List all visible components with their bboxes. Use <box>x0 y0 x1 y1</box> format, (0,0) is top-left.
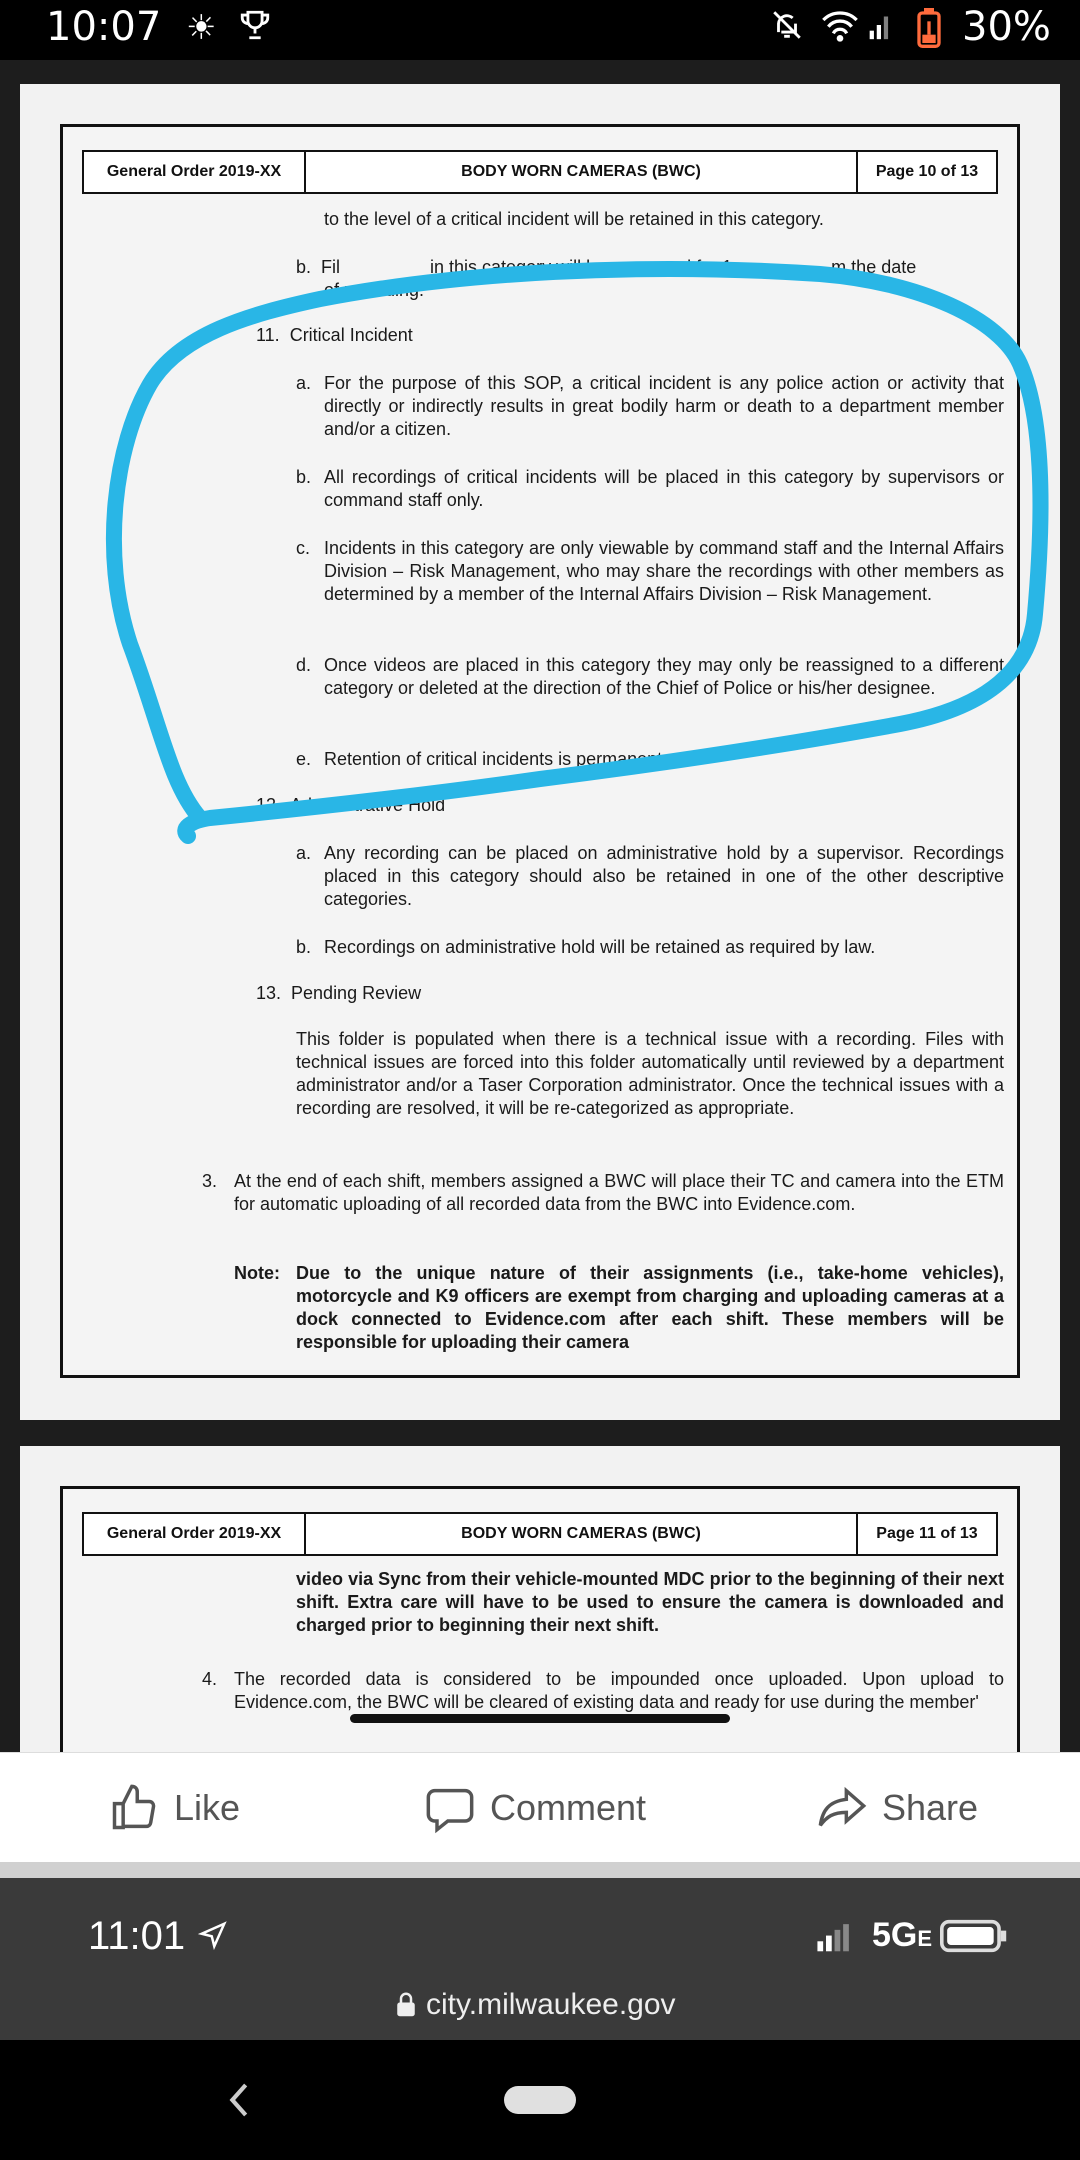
system-nav-bar <box>0 2040 1080 2160</box>
mute-icon <box>770 8 804 51</box>
page2-bold-text: video via Sync from their vehicle-mounted MDC prior to the beginning of their next shift. Extra care will have to be used to ensure the camera is downloaded and charged prior to beginning their next shift. <box>296 1569 1004 1635</box>
note-text: Due to the unique nature of their assignments (i.e., take-home vehicles), motorcycle and K9 officers are exempt from charging and uploading cameras at a dock connected to Evidence.com after each shift. These members will be responsible for uploading their camera <box>296 1263 1004 1352</box>
embedded-battery-icon <box>940 1918 1008 1959</box>
redaction-mark <box>350 1714 730 1723</box>
item-label: a. <box>296 843 312 863</box>
document-page-11 <box>20 1446 1060 1752</box>
document-page-10 <box>20 84 1060 1420</box>
embedded-time: 11:01 <box>88 1914 186 1958</box>
doc-line-partial: b. Fil in this category will be preserved for 1 y m the date <box>296 257 917 277</box>
section-12a: Any recording can be placed on administrative hold by a supervisor. Recordings placed in this category should also be retained in one of the other descriptive categories. <box>324 843 1004 909</box>
like-button[interactable] <box>108 1753 240 1863</box>
network-type <box>872 1916 932 1955</box>
item-label: a. <box>296 373 312 393</box>
post-photo[interactable] <box>0 60 1080 1752</box>
page-header <box>82 1512 998 1556</box>
url-bar[interactable] <box>396 1988 676 2022</box>
item-label: c. <box>296 538 311 558</box>
network-label: 5G <box>872 1916 918 1954</box>
share-button[interactable] <box>816 1753 978 1863</box>
header-title: BODY WORN CAMERAS (BWC) <box>306 1514 858 1554</box>
section-3: At the end of each shift, members assigned a BWC will place their TC and camera into the ETM for automatic uploading of all recorded data from the BWC into Evidence.com. <box>234 1171 1004 1214</box>
section-4: The recorded data is considered to be impounded once uploaded. Upon upload to Evidence.com, the BWC will be cleared of existing data and ready for use during the member' <box>234 1669 1004 1712</box>
embedded-phone-bar <box>0 1878 1080 2040</box>
lock-icon <box>396 1992 416 2018</box>
annotation-highlight-circle <box>20 84 1060 1420</box>
header-page-number: Page 10 of 13 <box>875 163 979 180</box>
section-11e: Retention of critical incidents is permanent. <box>324 749 668 769</box>
section-11d: Once videos are placed in this category they may only be reassigned to a different category or deleted at the direction of the Chief of Police or his/her designee. <box>324 655 1004 698</box>
divider <box>0 1862 1080 1878</box>
section-12b: Recordings on administrative hold will be retained as required by law. <box>324 937 876 957</box>
item-label: e. <box>296 749 312 769</box>
section-12-title: 12. Administrative Hold <box>256 795 446 815</box>
section-11b: All recordings of critical incidents will be placed in this category by supervisors or command staff only. <box>324 467 1004 510</box>
item-label: 4. <box>202 1669 218 1689</box>
comment-icon <box>424 1782 476 1834</box>
share-label: Share <box>882 1787 979 1828</box>
signal-icon <box>866 8 896 51</box>
header-order: General Order 2019-XX <box>84 1514 306 1554</box>
section-13-title: 13. Pending Review <box>256 983 422 1003</box>
network-suffix: E <box>917 1926 933 1951</box>
header-page-number: Page 11 of 13 <box>876 1525 978 1542</box>
location-arrow-icon <box>198 1918 228 1957</box>
share-icon <box>816 1782 868 1834</box>
back-chevron-icon <box>224 2080 254 2120</box>
like-label: Like <box>174 1787 241 1828</box>
status-bar <box>0 0 1080 60</box>
url-text: city.milwaukee.gov <box>426 1988 676 2021</box>
item-label: 3. <box>202 1171 218 1191</box>
section-11-title: 11. Critical Incident <box>256 325 413 345</box>
brightness-icon: ☀ <box>186 8 217 48</box>
wifi-icon <box>820 8 860 51</box>
note-label: Note: <box>234 1263 280 1283</box>
comment-label: Comment <box>490 1787 647 1828</box>
section-11a: For the purpose of this SOP, a critical incident is any police action or activity that directly or indirectly results in great bodily harm or death to a department member and/or a citizen. <box>324 373 1004 439</box>
trophy-icon <box>238 8 272 51</box>
doc-line: to the level of a critical incident will be retained in this category. <box>324 209 824 229</box>
item-label: d. <box>296 655 312 675</box>
header-order: General Order 2019-XX <box>84 152 306 192</box>
battery-icon <box>916 8 942 57</box>
signal-bars-icon <box>816 1922 856 1957</box>
section-11c: Incidents in this category are only viewable by command staff and the Internal Affairs Division – Risk Management, who may share the recordings with other members as determined by a member of the Internal Affairs Division – Risk Management. <box>324 538 1004 604</box>
post-action-bar <box>0 1752 1080 1863</box>
item-label: b. <box>296 467 312 487</box>
comment-button[interactable] <box>424 1753 646 1863</box>
thumbs-up-icon <box>108 1782 160 1834</box>
battery-percent: 30% <box>962 4 1051 50</box>
back-button[interactable] <box>224 2080 254 2125</box>
home-pill-button[interactable] <box>504 2086 576 2114</box>
doc-line-partial: of recording. <box>324 280 425 300</box>
header-title: BODY WORN CAMERAS (BWC) <box>306 152 858 192</box>
item-label: b. <box>296 937 312 957</box>
section-13-text: This folder is populated when there is a technical issue with a recording. Files with technical issues are forced into this folder automatically until reviewed by a department administrator and/or a Taser Corporation administrator. Once the technical issues with a recording are resolved, it will be re-categorized as appropriate. <box>296 1029 1004 1118</box>
status-time: 10:07 <box>46 4 162 50</box>
